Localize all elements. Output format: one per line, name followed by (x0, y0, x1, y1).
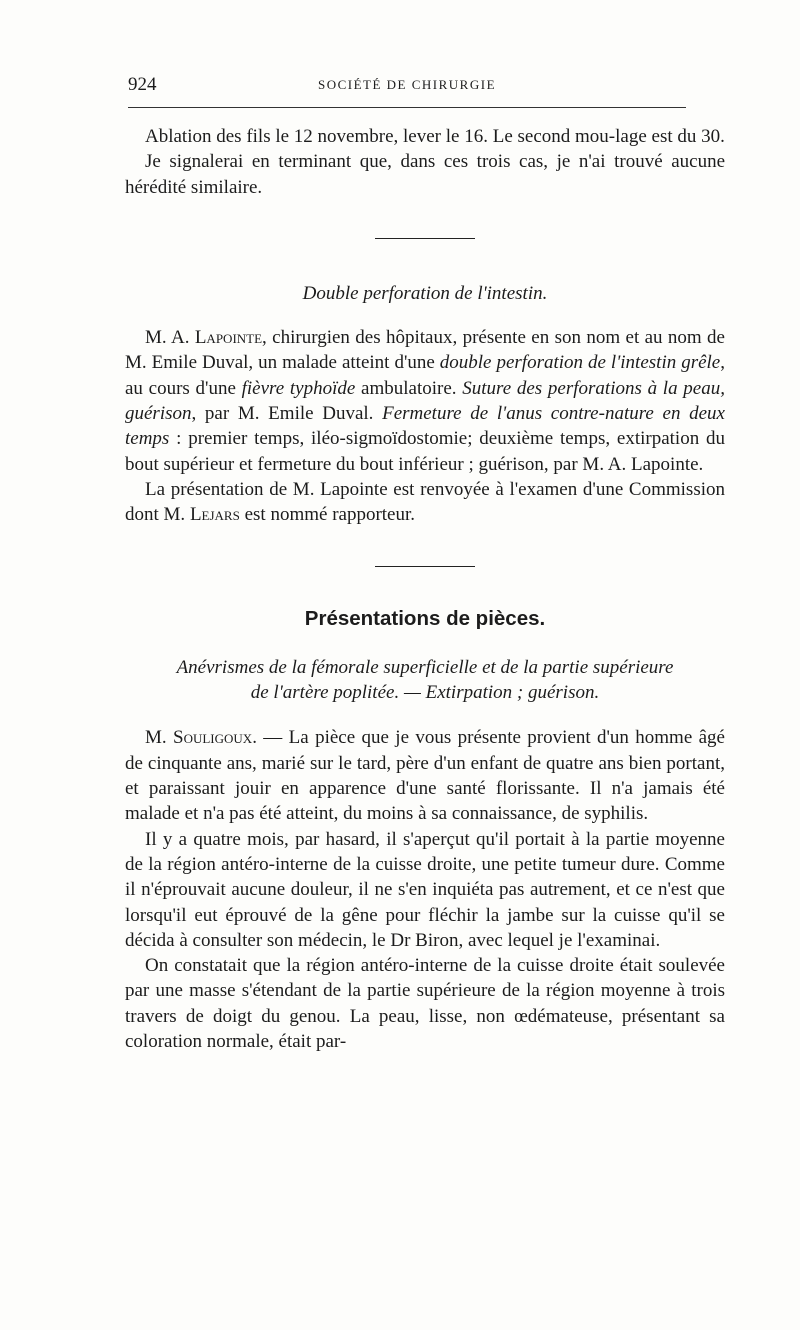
section-divider-1 (375, 238, 475, 239)
running-title: SOCIÉTÉ DE CHIRURGIE (317, 77, 497, 92)
text-run: , au cours d'une (125, 352, 725, 399)
speaker-name: Lapointe (194, 327, 263, 349)
speaker-name: Souligoux (173, 727, 253, 749)
text-run: , par M. Emile Duval. (191, 403, 383, 425)
history-paragraph: Il y a quatre mois, par hasard, il s'aperçut qu'il portait à la partie moyenne de la région antéro-interne de la cuisse droite, une petite tumeur dure. Comme il n'éprouvait aucune douleur, il ne s'en inquiéta pas autrement, et ce n'est que lorsqu'il eut éprouvé de la gêne pour fléchir la jambe sur la cuisse qu'il se décida à consulter son médecin, le Dr Biron, avec lequel je l'examinai. (125, 828, 725, 951)
page-header (128, 66, 686, 106)
page-number: 924 (128, 74, 157, 95)
intro-paragraph-1: Ablation des fils le 12 novembre, lever le 16. Le second mou-lage est du 30. (145, 126, 725, 147)
section-divider-2 (375, 566, 475, 567)
text-run: M. (145, 727, 174, 749)
examination-paragraph: On constatait que la région antéro-interne de la cuisse droite était soulevée par une masse s'étendant de la partie supérieure de la région moyenne à trois travers de doigt du genou. La peau, lisse, non œdémateuse, présentant sa coloration normale, était par- (125, 955, 725, 1053)
page-body (125, 124, 725, 1054)
text-run: est nommé rapporteur. (239, 504, 416, 526)
text-run: , chirurgien des hôpitaux, présente en son nom et au nom de M. Emile Duval, un malade atteint d'une (125, 327, 725, 374)
text-run: La présentation de M. Lapointe est renvoyée à l'examen d'une Commission dont M. (125, 478, 725, 526)
souligoux-paragraph (125, 725, 725, 826)
text-run: . — La pièce que je vous présente provient d'un homme âgé de cinquante ans, marié sur le tard, père d'un enfant de quatre ans bien portant, et paraissant jouir en apparence d'une santé florissante. Il n'a jamais été malade et n'a pas été atteint, du moins à sa connaissance, de syphilis. (125, 727, 725, 825)
text-run: : premier temps, iléo-sigmoïdostomie; deuxième temps, extirpation du bout supérieur et fermeture du bout inférieur ; guérison, par M. A. Lapointe. (125, 428, 725, 475)
subsection-title-line-2: de l'artère poplitée. — Extirpation ; guérison. (250, 682, 600, 704)
header-rule (128, 107, 686, 108)
emphasis: fièvre typhoïde (241, 377, 356, 399)
lapointe-paragraph (125, 325, 725, 477)
emphasis: double perforation de l'intestin grêle (439, 352, 721, 374)
text-run: M. A. (145, 327, 195, 349)
commission-paragraph (125, 477, 725, 528)
subsection-title-line-1: Anévrismes de la fémorale superficielle et de la partie supérieure (176, 656, 674, 678)
emphasis: Suture des perforations à la peau, guérison (125, 377, 725, 425)
rapporteur-name: Lejars (189, 504, 240, 526)
section-heading-presentations: Présentations de pièces. (304, 606, 546, 630)
intro-paragraph-2: Je signalerai en terminant que, dans ces trois cas, je n'ai trouvé aucune hérédité similaire. (125, 151, 725, 198)
text-run: ambulatoire. (355, 377, 463, 399)
section-title-double-perforation: Double perforation de l'intestin. (302, 282, 548, 304)
emphasis: Fermeture de l'anus contre-nature en deux temps (125, 403, 725, 450)
